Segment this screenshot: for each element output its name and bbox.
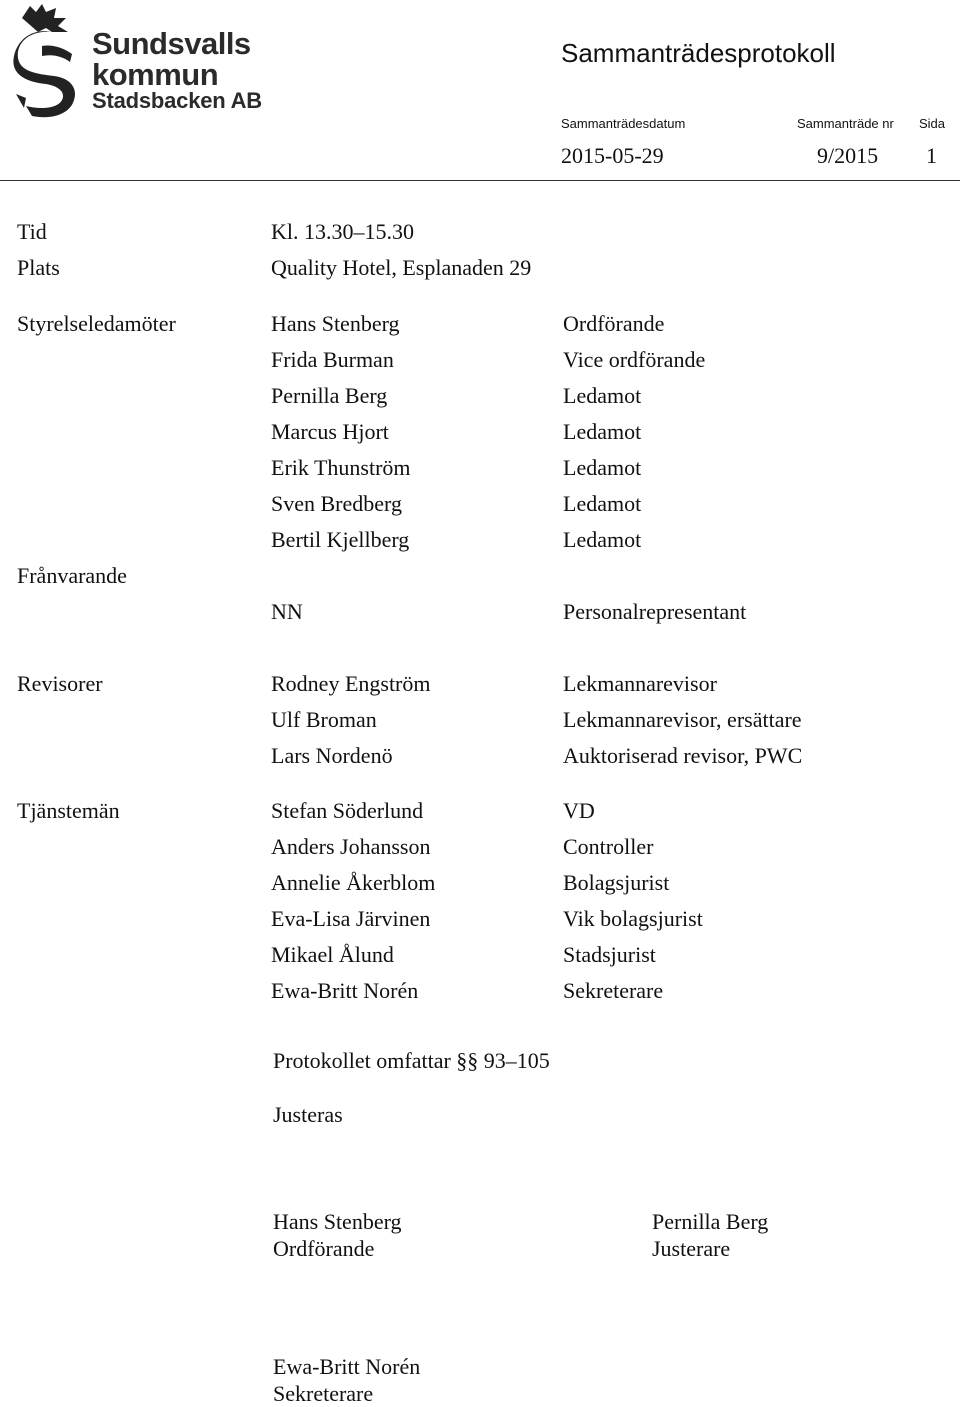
signature-role: Sekreterare <box>273 1381 374 1406</box>
company-logo <box>12 2 272 127</box>
board-member-role: Vice ordförande <box>563 347 706 372</box>
absent-member-name: NN <box>271 599 303 624</box>
board-member-name: Marcus Hjort <box>271 419 389 444</box>
auditor-name: Rodney Engström <box>271 671 431 696</box>
official-role: Vik bolagsjurist <box>563 906 703 931</box>
official-role: Bolagsjurist <box>563 870 670 895</box>
signature-role: Ordförande <box>273 1236 375 1261</box>
official-name: Annelie Åkerblom <box>271 870 436 895</box>
logo-text-line2: kommun <box>92 57 219 92</box>
meeting-number-label: Sammanträde nr <box>797 116 894 131</box>
officials-section-label: Tjänstemän <box>17 798 120 823</box>
time-value: Kl. 13.30–15.30 <box>271 219 414 244</box>
board-member-name: Hans Stenberg <box>271 311 400 336</box>
official-name: Anders Johansson <box>271 834 431 859</box>
absent-section-label: Frånvarande <box>17 563 127 588</box>
meeting-number-value: 9/2015 <box>817 143 879 168</box>
logo-text-line3: Stadsbacken AB <box>92 88 262 113</box>
official-name: Stefan Söderlund <box>271 798 424 823</box>
official-role: VD <box>563 798 595 823</box>
official-name: Eva-Lisa Järvinen <box>271 906 431 931</box>
official-role: Stadsjurist <box>563 942 656 967</box>
protocol-adjusted-label: Justeras <box>273 1102 343 1127</box>
board-member-role: Ledamot <box>563 383 642 408</box>
meeting-date-label: Sammanträdesdatum <box>561 116 686 131</box>
official-name: Mikael Ålund <box>271 942 394 967</box>
document-title: Sammanträdesprotokoll <box>561 38 836 68</box>
auditor-name: Ulf Broman <box>271 707 377 732</box>
board-member-role: Ledamot <box>563 419 642 444</box>
official-role: Sekreterare <box>563 978 664 1003</box>
logo-text-line1: Sundsvalls <box>92 26 251 61</box>
signature-name: Hans Stenberg <box>273 1209 402 1234</box>
official-name: Ewa-Britt Norén <box>271 978 419 1003</box>
meeting-date-value: 2015-05-29 <box>561 143 664 168</box>
board-member-name: Bertil Kjellberg <box>271 527 410 552</box>
board-member-role: Ordförande <box>563 311 665 336</box>
auditor-role: Lekmannarevisor <box>563 671 717 696</box>
board-member-role: Ledamot <box>563 491 642 516</box>
board-member-role: Ledamot <box>563 527 642 552</box>
auditors-section-label: Revisorer <box>17 671 103 696</box>
page-number-value: 1 <box>926 143 937 168</box>
board-member-name: Frida Burman <box>271 347 394 372</box>
place-label: Plats <box>17 255 60 280</box>
header-divider <box>0 180 960 181</box>
signature-name: Pernilla Berg <box>652 1209 769 1234</box>
board-member-name: Sven Bredberg <box>271 491 402 516</box>
board-member-name: Erik Thunström <box>271 455 411 480</box>
dragon-s-logo-icon <box>12 2 84 124</box>
page-number-label: Sida <box>919 116 946 131</box>
signature-name: Ewa-Britt Norén <box>273 1354 421 1379</box>
board-section-label: Styrelseledamöter <box>17 311 176 336</box>
place-value: Quality Hotel, Esplanaden 29 <box>271 255 532 280</box>
protocol-coverage: Protokollet omfattar §§ 93–105 <box>273 1048 550 1073</box>
absent-member-role: Personalrepresentant <box>563 599 747 624</box>
signature-role: Justerare <box>652 1236 731 1261</box>
auditor-role: Lekmannarevisor, ersättare <box>563 707 802 732</box>
auditor-name: Lars Nordenö <box>271 743 393 768</box>
official-role: Controller <box>563 834 654 859</box>
auditor-role: Auktoriserad revisor, PWC <box>563 743 803 768</box>
time-label: Tid <box>17 219 47 244</box>
board-member-name: Pernilla Berg <box>271 383 388 408</box>
board-member-role: Ledamot <box>563 455 642 480</box>
